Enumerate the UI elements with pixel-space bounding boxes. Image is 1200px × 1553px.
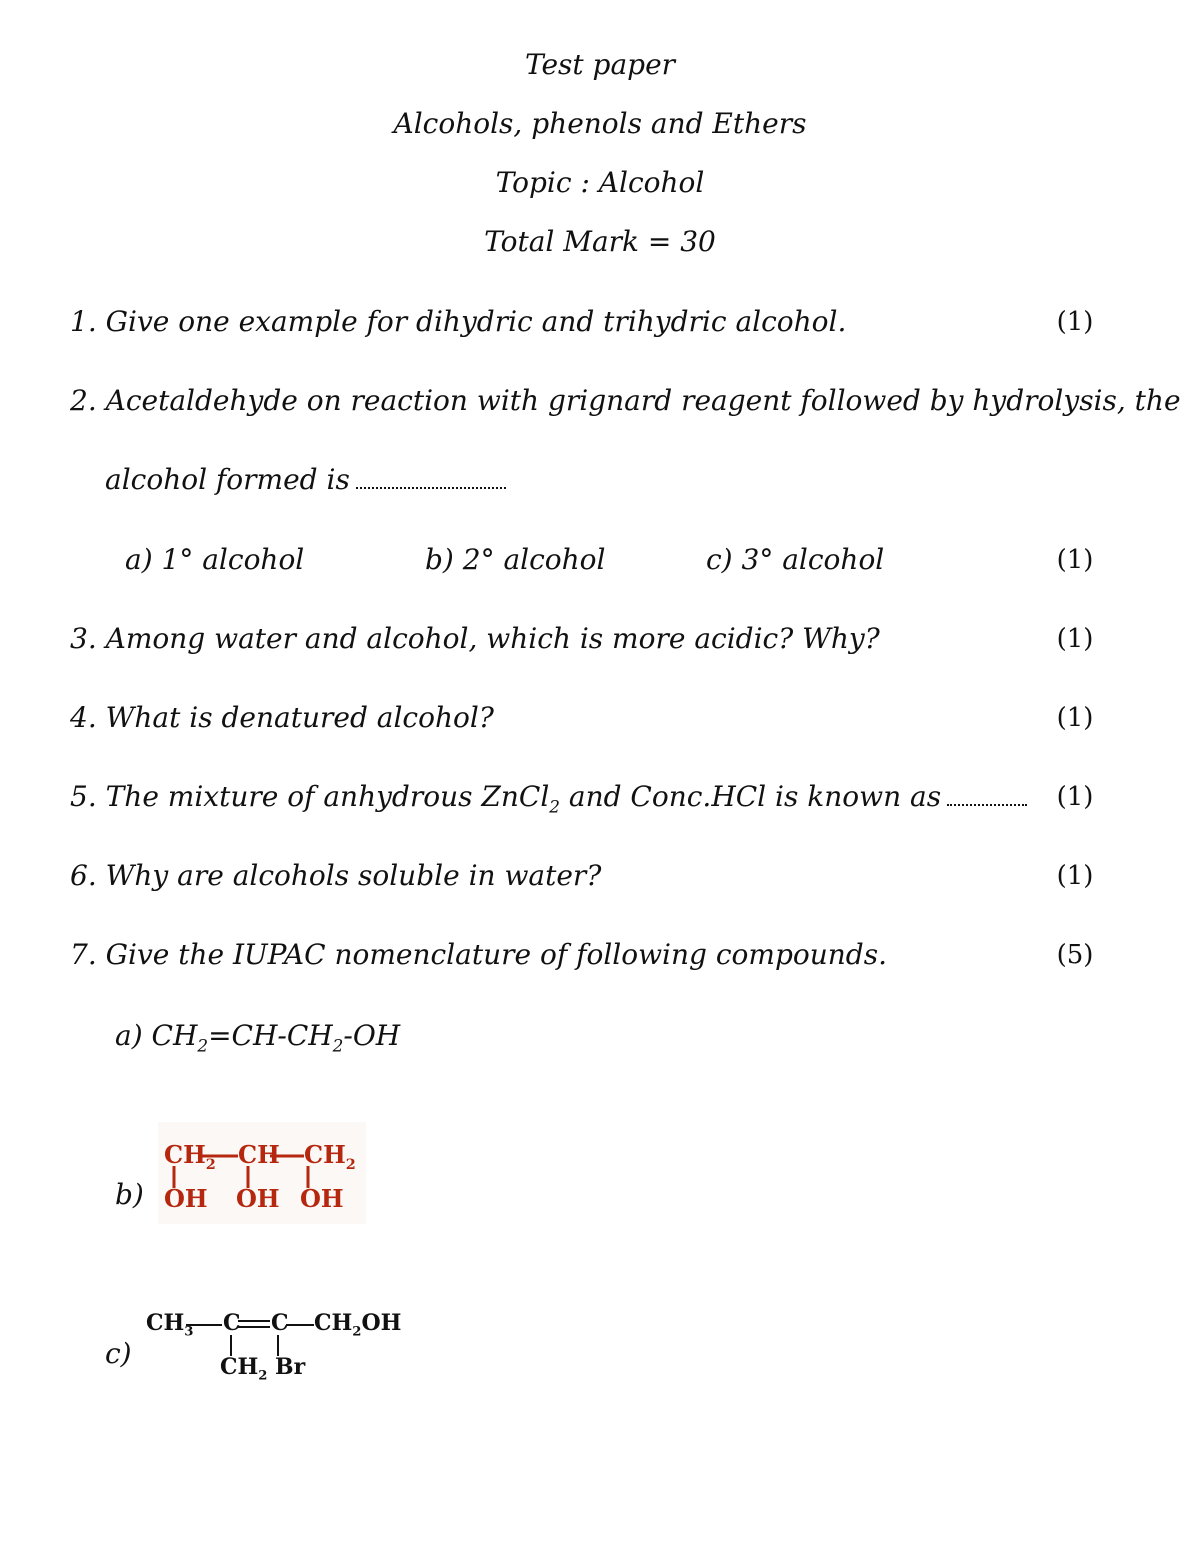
- compound-c-label: c): [105, 1337, 132, 1370]
- question-6: 6. Why are alcohols soluble in water?: [70, 859, 602, 892]
- compound-a-part3: -OH: [343, 1019, 401, 1052]
- compound-c-structure: [140, 1300, 410, 1390]
- topic-heading: Topic : Alcohol: [495, 166, 705, 199]
- question-1: 1. Give one example for dihydric and trihydric alcohol.: [70, 305, 847, 338]
- answer-blank: [356, 467, 506, 489]
- compound-a-part2: =CH-CH: [208, 1019, 333, 1052]
- compound-b-structure: [158, 1122, 366, 1224]
- question-5: [70, 780, 1027, 824]
- question-5-post: and Conc.HCl is known as: [559, 780, 942, 813]
- question-1-mark: (1): [1056, 307, 1094, 337]
- compound-c-c2: C: [271, 1310, 289, 1336]
- subject-heading: Alcohols, phenols and Ethers: [393, 107, 807, 140]
- compound-c-br: Br: [275, 1354, 306, 1380]
- compound-a-sub2: 2: [332, 1035, 344, 1056]
- question-3: 3. Among water and alcohol, which is more acidic? Why?: [70, 622, 880, 655]
- question-5-sub: 2: [549, 796, 560, 817]
- compound-b-oh1: OH: [164, 1184, 208, 1213]
- compound-b-oh2: OH: [236, 1184, 280, 1213]
- question-2-option-b: b) 2° alcohol: [425, 543, 606, 576]
- compound-a-sub1: 2: [197, 1035, 209, 1056]
- question-2-line1: 2. Acetaldehyde on reaction with grignard reagent followed by hydrolysis, the: [70, 384, 1181, 417]
- compound-c-c1: C: [223, 1310, 241, 1336]
- compound-a-label: a): [115, 1019, 143, 1052]
- compound-c-ch2: $CH_2$: [220, 1354, 268, 1384]
- compound-b-c2: CH: [238, 1140, 280, 1169]
- question-2-mark: (1): [1056, 545, 1094, 575]
- question-5-mark: (1): [1056, 782, 1094, 812]
- question-2-line2-text: alcohol formed is: [105, 463, 350, 496]
- page-title: Test paper: [524, 48, 676, 81]
- compound-b-label: b): [115, 1178, 144, 1211]
- question-3-mark: (1): [1056, 624, 1094, 654]
- compound-b-oh3: OH: [300, 1184, 344, 1213]
- question-6-mark: (1): [1056, 861, 1094, 891]
- compound-c-ch2oh: $CH_2OH$: [314, 1310, 402, 1340]
- question-7: 7. Give the IUPAC nomenclature of following compounds.: [70, 938, 887, 971]
- question-7-mark: (5): [1056, 940, 1094, 970]
- question-5-pre: 5. The mixture of anhydrous ZnCl: [70, 780, 550, 813]
- compound-b-c3: $CH_2$: [304, 1140, 356, 1173]
- question-2-option-c: c) 3° alcohol: [706, 543, 885, 576]
- total-mark: Total Mark = 30: [484, 225, 716, 258]
- compound-a-part1: CH: [151, 1019, 198, 1052]
- answer-blank: [947, 784, 1027, 806]
- compound-c-ch3: $CH_3$: [146, 1310, 194, 1340]
- compound-b-c1: $CH_2$: [164, 1140, 216, 1173]
- question-2-option-a: a) 1° alcohol: [125, 543, 305, 576]
- compound-a: [115, 1019, 400, 1063]
- question-2-line2: [105, 463, 506, 497]
- question-4: 4. What is denatured alcohol?: [70, 701, 494, 734]
- question-4-mark: (1): [1056, 703, 1094, 733]
